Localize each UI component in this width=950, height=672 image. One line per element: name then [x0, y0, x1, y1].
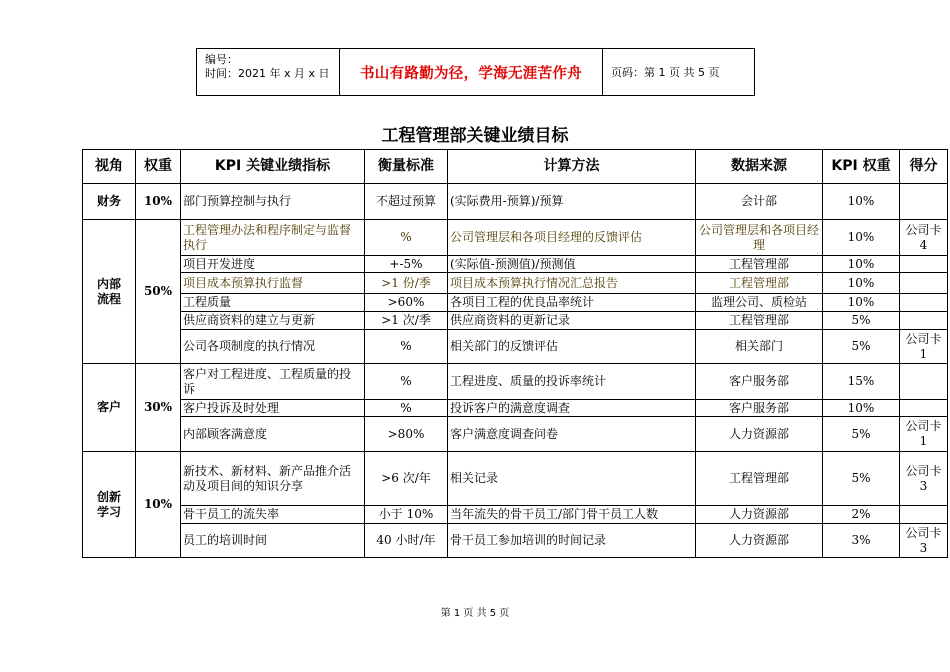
measure-standard: >1 份/季	[365, 273, 448, 294]
table-row	[83, 452, 948, 506]
table-row	[83, 364, 948, 400]
table-row	[83, 312, 948, 330]
kpi-indicator: 新技术、新材料、新产品推介活动及项目间的知识分享	[181, 452, 365, 506]
data-source: 人力资源部	[696, 524, 823, 558]
measure-standard: %	[365, 220, 448, 256]
data-source: 工程管理部	[696, 256, 823, 273]
calculation-method: 供应商资料的更新记录	[448, 312, 696, 330]
perspective-weight: 10%	[136, 184, 181, 220]
score	[900, 312, 948, 330]
header-meta	[197, 49, 340, 95]
page-title: 工程管理部关键业绩目标	[381, 126, 569, 146]
perspective-cell	[83, 452, 136, 558]
data-source: 公司管理层和各项目经理	[696, 220, 823, 256]
kpi-indicator: 公司各项制度的执行情况	[181, 330, 365, 364]
data-source: 会计部	[696, 184, 823, 220]
perspective-name: 财务	[96, 194, 121, 208]
table-header-row	[83, 150, 948, 184]
motto: 书山有路勤为径，学海无涯苦作舟	[340, 49, 603, 95]
table-row	[83, 220, 948, 256]
kpi-weight: 2%	[823, 506, 900, 524]
score	[900, 364, 948, 400]
kpi-indicator: 工程质量	[181, 294, 365, 312]
data-source: 监理公司、质检站	[696, 294, 823, 312]
kpi-indicator: 工程管理办法和程序制定与监督执行	[181, 220, 365, 256]
table-row	[83, 294, 948, 312]
kpi-weight: 10%	[823, 294, 900, 312]
perspective-cell	[83, 220, 136, 364]
measure-standard: %	[365, 364, 448, 400]
kpi-weight: 5%	[823, 452, 900, 506]
table-row	[83, 506, 948, 524]
table-row	[83, 256, 948, 273]
page-footer: 第 1 页 共 5 页	[440, 608, 510, 619]
perspective-name: 创新	[96, 489, 121, 504]
score: 公司卡 4	[900, 220, 948, 256]
kpi-weight: 15%	[823, 364, 900, 400]
measure-standard: +-5%	[365, 256, 448, 273]
col-header: 数据来源	[696, 150, 823, 184]
kpi-table	[82, 149, 948, 558]
calculation-method: 相关记录	[448, 452, 696, 506]
measure-standard: >80%	[365, 417, 448, 452]
data-source: 工程管理部	[696, 452, 823, 506]
table-row	[83, 417, 948, 452]
calculation-method: 当年流失的骨干员工/部门骨干员工人数	[448, 506, 696, 524]
col-header: 权重	[136, 150, 181, 184]
kpi-indicator: 员工的培训时间	[181, 524, 365, 558]
table-row	[83, 184, 948, 220]
measure-standard: %	[365, 400, 448, 417]
calculation-method: 工程进度、质量的投诉率统计	[448, 364, 696, 400]
data-source: 工程管理部	[696, 312, 823, 330]
score: 公司卡 1	[900, 417, 948, 452]
score	[900, 506, 948, 524]
calculation-method: 各项目工程的优良品率统计	[448, 294, 696, 312]
calculation-method: 客户满意度调查问卷	[448, 417, 696, 452]
score	[900, 400, 948, 417]
kpi-weight: 10%	[823, 184, 900, 220]
kpi-weight: 5%	[823, 417, 900, 452]
calculation-method: 骨干员工参加培训的时间记录	[448, 524, 696, 558]
data-source: 人力资源部	[696, 417, 823, 452]
calculation-method: 项目成本预算执行情况汇总报告	[448, 273, 696, 294]
calculation-method: 投诉客户的满意度调查	[448, 400, 696, 417]
score	[900, 256, 948, 273]
perspective-weight: 30%	[136, 364, 181, 452]
col-header: 计算方法	[448, 150, 696, 184]
kpi-weight: 5%	[823, 330, 900, 364]
kpi-indicator: 项目开发进度	[181, 256, 365, 273]
calculation-method: 公司管理层和各项目经理的反馈评估	[448, 220, 696, 256]
data-source: 客户服务部	[696, 364, 823, 400]
kpi-indicator: 部门预算控制与执行	[181, 184, 365, 220]
col-header: KPI 关键业绩指标	[181, 150, 365, 184]
table-row	[83, 524, 948, 558]
document-header	[196, 48, 755, 96]
data-source: 相关部门	[696, 330, 823, 364]
score	[900, 273, 948, 294]
time-label: 时间：2021 年 x 月 x 日	[205, 67, 330, 80]
kpi-weight: 5%	[823, 312, 900, 330]
perspective-cell	[83, 364, 136, 452]
data-source: 客户服务部	[696, 400, 823, 417]
col-header: 得分	[900, 150, 948, 184]
kpi-weight: 10%	[823, 256, 900, 273]
score	[900, 294, 948, 312]
kpi-indicator: 客户投诉及时处理	[181, 400, 365, 417]
score: 公司卡 3	[900, 524, 948, 558]
calculation-method: 相关部门的反馈评估	[448, 330, 696, 364]
kpi-indicator: 客户对工程进度、工程质量的投诉	[181, 364, 365, 400]
measure-standard: 不超过预算	[365, 184, 448, 220]
kpi-indicator: 骨干员工的流失率	[181, 506, 365, 524]
table-row	[83, 330, 948, 364]
col-header: KPI 权重	[823, 150, 900, 184]
perspective-name: 流程	[96, 291, 121, 306]
measure-standard: %	[365, 330, 448, 364]
perspective-weight: 10%	[136, 452, 181, 558]
kpi-weight: 10%	[823, 220, 900, 256]
measure-standard: >60%	[365, 294, 448, 312]
measure-standard: >1 次/季	[365, 312, 448, 330]
kpi-indicator: 供应商资料的建立与更新	[181, 312, 365, 330]
perspective-cell	[83, 184, 136, 220]
kpi-weight: 3%	[823, 524, 900, 558]
number-label: 编号：	[205, 53, 238, 66]
measure-standard: 40 小时/年	[365, 524, 448, 558]
col-header: 衡量标准	[365, 150, 448, 184]
kpi-indicator: 项目成本预算执行监督	[181, 273, 365, 294]
kpi-weight: 10%	[823, 400, 900, 417]
calculation-method: (实际值-预测值)/预测值	[448, 256, 696, 273]
score: 公司卡 1	[900, 330, 948, 364]
measure-standard: >6 次/年	[365, 452, 448, 506]
perspective-name: 内部	[96, 276, 121, 291]
kpi-weight: 10%	[823, 273, 900, 294]
table-row	[83, 400, 948, 417]
page-info: 页码：第 1 页 共 5 页	[611, 66, 720, 79]
measure-standard: 小于 10%	[365, 506, 448, 524]
perspective-name: 客户	[96, 400, 121, 414]
score: 公司卡 3	[900, 452, 948, 506]
score	[900, 184, 948, 220]
kpi-indicator: 内部顾客满意度	[181, 417, 365, 452]
table-row	[83, 273, 948, 294]
perspective-name: 学习	[96, 504, 121, 519]
data-source: 工程管理部	[696, 273, 823, 294]
perspective-weight: 50%	[136, 220, 181, 364]
data-source: 人力资源部	[696, 506, 823, 524]
calculation-method: (实际费用-预算)/预算	[448, 184, 696, 220]
col-header: 视角	[83, 150, 136, 184]
